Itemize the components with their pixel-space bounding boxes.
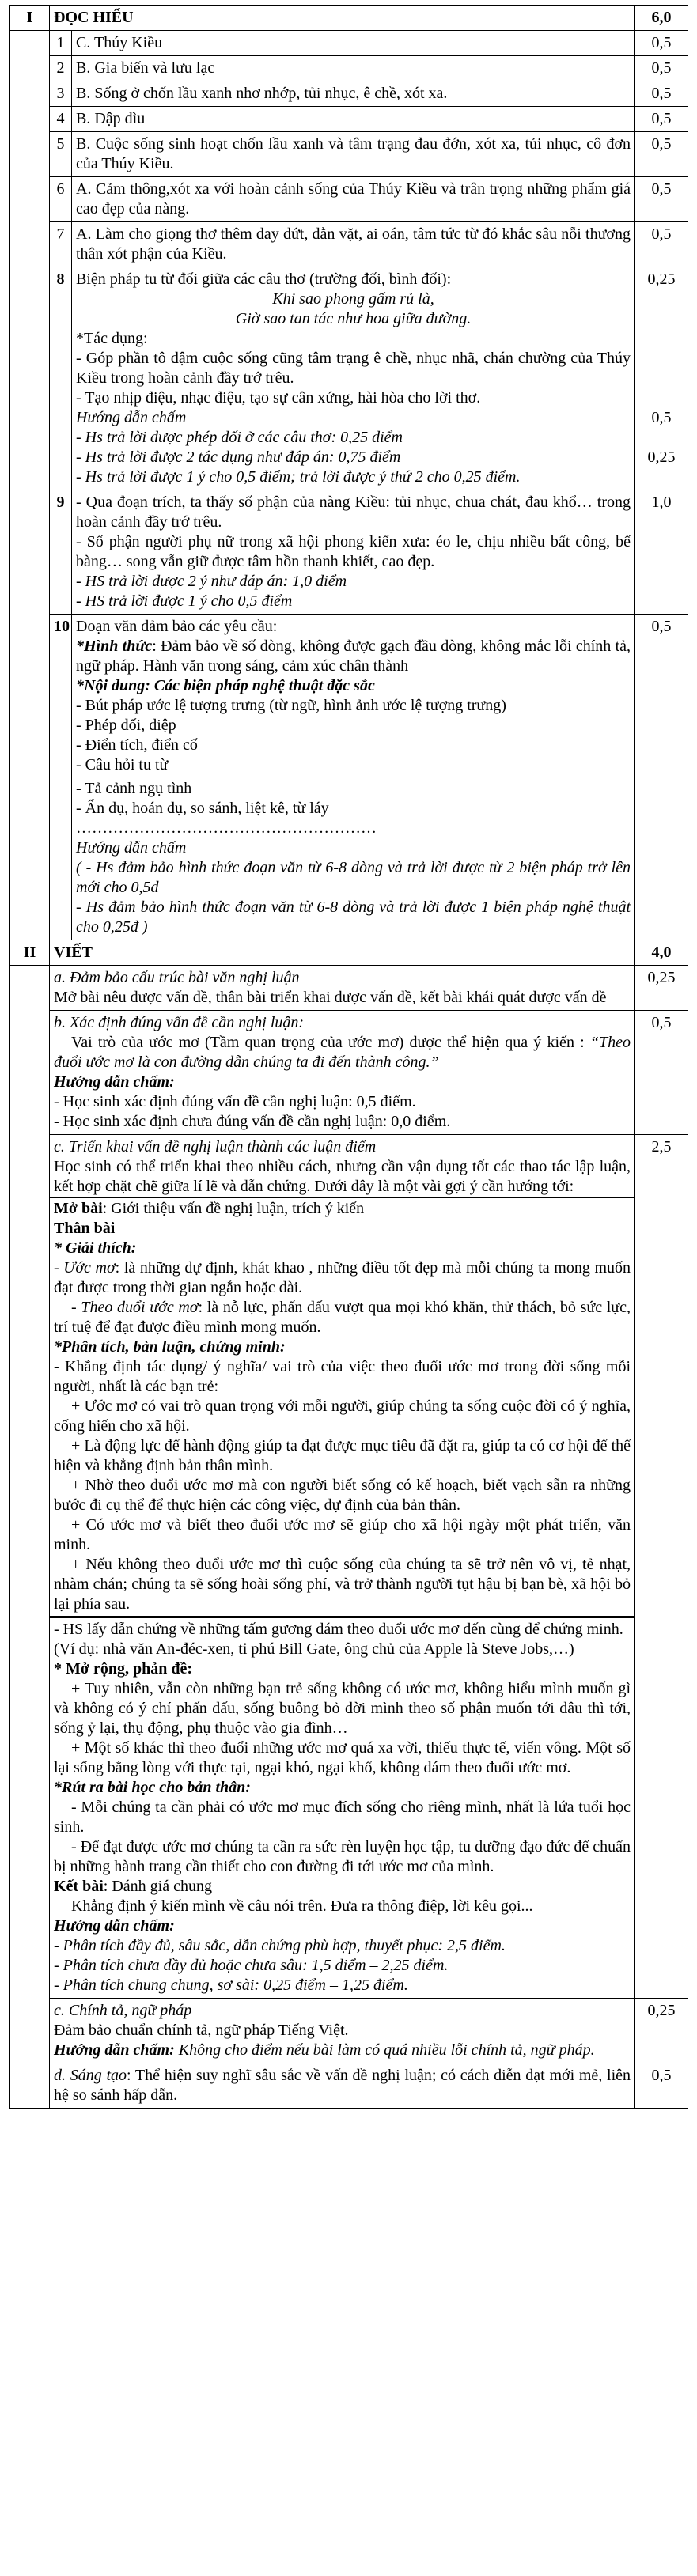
question-number: 5 [50, 132, 72, 177]
intro-text: : Giới thiệu vấn đề nghị luận, trích ý kiến [102, 1200, 365, 1217]
sub-heading: *Phân tích, bàn luận, chứng minh: [54, 1338, 286, 1356]
answer-line: - Góp phần tô đậm cuộc sống cũng tâm trạng ê chề, nhục nhã, chán chường của Thúy Kiều trong hoàn cảnh đầy trớ trêu. [76, 350, 631, 387]
criterion-score: 2,5 [635, 1135, 688, 1999]
essay-line: + Là động lực để hành động giúp ta đạt được mục tiêu đã đặt ra, giúp ta có cơ hội để thể hiện và khẳng định bản thân mình. [54, 1437, 631, 1474]
question-number: 6 [50, 177, 72, 222]
question-row [10, 490, 688, 615]
question-number: 1 [50, 31, 72, 56]
grading-line: - HS trả lời được 2 ý như đáp án: 1,0 điểm [76, 573, 347, 590]
essay-line: - Khẳng định tác dụng/ ý nghĩa/ vai trò của việc theo đuổi ước mơ trong đời sống mỗi người, nhất là các bạn trẻ: [54, 1358, 631, 1395]
question-number: 8 [50, 267, 72, 490]
grading-text: Không cho điểm nếu bài làm có quá nhiều lỗi chính tả, ngữ pháp. [178, 2041, 595, 2059]
essay-line: + Một số khác thì theo đuổi những ước mơ quá xa vời, thiếu thực tế, viển vông. Một số lại sống bằng lòng với thực tại, ngại khó, ngại khổ, không dám theo đuổi ước mơ. [54, 1739, 631, 1776]
grading-line: - Hs trả lời được phép đối ở các câu thơ: 0,25 điểm [76, 429, 403, 446]
form-heading: *Hình thức [76, 637, 153, 655]
grading-line: - Phân tích chung chung, sơ sài: 0,25 điểm – 1,25 điểm. [54, 1976, 408, 1994]
criterion-text [50, 1999, 635, 2063]
criterion-score: 0,25 [635, 966, 688, 1011]
sub-heading: *Rút ra bài học cho bản thân: [54, 1779, 251, 1796]
grading-heading: Hướng dẫn chấm: [54, 1073, 175, 1091]
grading-line: - Hs trả lời được 1 ý cho 0,5 điểm; trả lời được ý thứ 2 cho 0,25 điểm. [76, 468, 521, 486]
list-item: - Điển tích, điển cố [76, 736, 198, 754]
criterion-row [10, 1135, 688, 1999]
answer-text: B. Dập dìu [72, 107, 635, 132]
grading-heading: Hướng dẫn chấm [76, 409, 187, 426]
question-row [10, 615, 688, 940]
essay-line: - HS lấy dẫn chứng về những tấm gương đám theo đuổi ước mơ đến cùng để chứng minh. [54, 1621, 623, 1638]
grading-line: - HS trả lời được 1 ý cho 0,5 điểm [76, 592, 293, 610]
sub-heading: * Mở rộng, phản đề: [54, 1660, 192, 1678]
list-item: - Ẩn dụ, hoán dụ, so sánh, liệt kê, từ láy [76, 800, 329, 817]
sub-heading: * Giải thích: [54, 1239, 137, 1257]
question-number: 7 [50, 222, 72, 267]
question-row [10, 177, 688, 222]
answer-score: 0,5 [635, 177, 688, 222]
grading-heading: Hướng dẫn chấm: [54, 1917, 175, 1935]
grading-line [54, 2041, 631, 2060]
answer-text: C. Thúy Kiều [72, 31, 635, 56]
grading-heading: Hướng dẫn chấm [76, 839, 187, 857]
question-number: 9 [50, 490, 72, 615]
essay-line [54, 1258, 631, 1298]
essay-line: + Có ước mơ và biết theo đuổi ước mơ sẽ giúp cho xã hội ngày một phát triển, văn minh. [54, 1516, 631, 1553]
essay-line: (Ví dụ: nhà văn An-đéc-xen, tỉ phú Bill Gate, ông chủ của Apple là Steve Jobs,…) [54, 1640, 574, 1658]
score-value: 0,25 [647, 270, 676, 288]
quoted-verse: Khi sao phong gấm rủ là, [272, 290, 434, 308]
answer-line: - Số phận người phụ nữ trong xã hội phong kiến xưa: éo le, chịu nhiều bất công, bế bàng… song vẫn giữ được tâm hồn thanh khiết, cao đẹp. [76, 533, 631, 570]
conclusion-line [54, 1877, 631, 1897]
criterion-heading: b. Xác định đúng vấn đề cần nghị luận: [54, 1014, 305, 1031]
grading-line: - Học sinh xác định chưa đúng vấn đề cần nghị luận: 0,0 điểm. [54, 1113, 451, 1130]
criterion-heading: c. Triển khai vấn đề nghị luận thành các luận điểm [54, 1138, 377, 1156]
grading-label: Hướng dẫn chấm: [54, 2041, 179, 2059]
intro-line [54, 1199, 631, 1219]
answer-text [72, 267, 635, 490]
body-heading: Thân bài [54, 1220, 116, 1237]
criterion-heading: a. Đảm bảo cấu trúc bài văn nghị luận [54, 969, 300, 986]
intro-label: Mở bài [54, 1200, 103, 1217]
answer-line: Đoạn văn đảm bảo các yêu cầu: [76, 618, 278, 635]
criterion-text [50, 1011, 635, 1135]
quoted-verse: Giờ sao tan tác như hoa giữa đường. [235, 310, 472, 327]
section-title: ĐỌC HIỂU [50, 6, 635, 31]
question-row [10, 107, 688, 132]
quote: “Theo đuổi ước mơ là con đường dẫn chúng ta đi đến thành công.” [54, 1034, 631, 1071]
essay-line: + Tuy nhiên, vẫn còn những bạn trẻ sống không có ước mơ, không hiểu mình muốn gì và không có ý chí phấn đấu, sống buông bỏ đời mình theo số phận muốn tới đâu thì tới, sống ỷ lại, thụ động, phụ thuộc vào gia đình… [54, 1680, 631, 1737]
criterion-score: 0,5 [635, 2063, 688, 2109]
answer-text: B. Cuộc sống sinh hoạt chốn lầu xanh và tâm trạng đau đớn, xót xa, tủi nhục, cô đơn của Thúy Kiều. [72, 132, 635, 177]
question-row [10, 267, 688, 490]
answer-line: *Tác dụng: [76, 330, 148, 347]
criterion-line: Đảm bảo chuẩn chính tả, ngữ pháp Tiếng Việt. [54, 2022, 349, 2039]
form-text: : Đảm bảo về số dòng, không được gạch đầu dòng, không mắc lỗi chính tả, ngữ pháp. Hành văn trong sáng, cảm xúc chân thành [76, 637, 631, 675]
score-value: 0,5 [651, 409, 672, 426]
answer-score: 0,5 [635, 222, 688, 267]
section-spacer [10, 966, 50, 2109]
list-item: - Tả cảnh ngụ tình [76, 780, 192, 797]
answer-score: 0,5 [635, 132, 688, 177]
definition: : là những dự định, khát khao , những điều tốt đẹp mà mỗi chúng ta mong muốn đạt được trong thời gian ngắn hoặc dài. [54, 1259, 631, 1296]
section-spacer [10, 31, 50, 940]
list-item: - Bút pháp ước lệ tượng trưng (từ ngữ, hình ảnh ước lệ tượng trưng) [76, 697, 506, 714]
list-item: - Phép đối, điệp [76, 717, 176, 734]
essay-line: + Nếu không theo đuổi ước mơ thì cuộc sống của chúng ta sẽ trở nên vô vị, tẻ nhạt, nhàm chán; chúng ta sẽ sống hoài sống phí, và trở thành người tụt hậu bị bạn bè, xã hội bỏ lại phía sau. [54, 1556, 631, 1613]
answer-line: - Tạo nhịp điệu, nhạc điệu, tạo sự cân xứng, hài hòa cho lời thơ. [76, 389, 481, 407]
conclusion-label: Kết bài [54, 1878, 104, 1895]
answer-line: - Qua đoạn trích, ta thấy số phận của nàng Kiều: tủi nhục, chua chát, đau khổ… trong hoàn cảnh đầy trớ trêu. [76, 494, 631, 531]
answer-score: 1,0 [635, 490, 688, 615]
question-number: 3 [50, 81, 72, 107]
essay-line [54, 1298, 631, 1337]
section-number: II [10, 940, 50, 966]
grading-line: - Phân tích đầy đủ, sâu sắc, dẫn chứng phù hợp, thuyết phục: 2,5 điểm. [54, 1937, 506, 1954]
answer-text: A. Làm cho giọng thơ thêm day dứt, dằn vặt, ai oán, tâm tức từ đó khắc sâu nỗi thương thân xót phận của Kiều. [72, 222, 635, 267]
answer-line [76, 637, 631, 676]
criterion-line [54, 2066, 631, 2105]
essay-line: + Nhờ theo đuổi ước mơ mà con người biết sống có kế hoạch, biết vạch sẵn ra những bước đi cụ thể để thực hiện các công việc, dự định của bản thân. [54, 1477, 631, 1514]
criterion-row [10, 1011, 688, 1135]
criterion-score: 0,5 [635, 1011, 688, 1135]
criterion-row [10, 1999, 688, 2063]
answer-text: A. Cảm thông,xót xa với hoàn cảnh sống của Thúy Kiều và trân trọng những phẩm giá cao đẹp của nàng. [72, 177, 635, 222]
answer-score: 0,5 [635, 81, 688, 107]
criterion-row [10, 2063, 688, 2109]
definition: : là nỗ lực, phấn đấu vượt qua mọi khó khăn, thử thách, bỏ sức lực, trí tuệ để đạt được điều mình mong muốn. [54, 1299, 631, 1336]
answer-score: 0,5 [635, 31, 688, 56]
essay-line: - Để đạt được ước mơ chúng ta cần ra sức rèn luyện học tập, tu dưỡng đạo đức để chuẩn bị những hành trang cần thiết cho con đường đi tới ước mơ của mình. [54, 1838, 631, 1875]
criterion-line: Học sinh có thể triển khai theo nhiều cách, nhưng cần vận dụng tốt các thao tác lập luận, kết hợp chặt chẽ giữa lí lẽ và dẫn chứng. Dưới đây là một vài gợi ý cần hướng tới: [54, 1158, 631, 1195]
answer-key-table [9, 5, 688, 2109]
section-row-writing [10, 940, 688, 966]
answer-score: 0,5 [635, 615, 688, 940]
criterion-score: 0,25 [635, 1999, 688, 2063]
content-heading: *Nội dung: Các biện pháp nghệ thuật đặc sắc [76, 677, 375, 694]
question-number: 10 [50, 615, 72, 940]
term: - Ước mơ [54, 1259, 116, 1277]
section-number: I [10, 6, 50, 31]
grading-line: ( - Hs đảm bảo hình thức đoạn văn từ 6-8 dòng và trả lời được từ 2 biện pháp trở lên mới cho 0,5đ [76, 859, 631, 896]
criterion-text [50, 2063, 635, 2109]
essay-line: Khẳng định ý kiến mình về câu nói trên. Đưa ra thông điệp, lời kêu gọi... [71, 1897, 533, 1915]
conclusion-text: : Đánh giá chung [103, 1878, 212, 1895]
question-row [10, 56, 688, 81]
term: - Theo đuổi ước mơ [71, 1299, 199, 1316]
criterion-text [50, 966, 635, 1011]
criterion-line [54, 1033, 631, 1072]
essay-line: - Mỗi chúng ta cần phải có ước mơ mục đích sống cho riêng mình, nhất là lứa tuổi học sinh. [54, 1799, 631, 1836]
essay-line: + Ước mơ có vai trò quan trọng với mỗi người, giúp chúng ta sống cuộc đời có ý nghĩa, cống hiến cho xã hội. [54, 1398, 631, 1435]
score-value: 0,25 [647, 448, 676, 466]
criterion-heading: c. Chính tả, ngữ pháp [54, 2002, 192, 2019]
answer-score: 0,5 [635, 107, 688, 132]
criterion-heading: d. Sáng tạo [54, 2067, 127, 2084]
section-title: VIẾT [50, 940, 635, 966]
answer-text [72, 490, 635, 615]
answer-text: B. Sống ở chốn lầu xanh nhơ nhớp, tủi nhục, ê chề, xót xa. [72, 81, 635, 107]
criterion-row [10, 966, 688, 1011]
section-score: 6,0 [635, 6, 688, 31]
criterion-line: Mở bài nêu được vấn đề, thân bài triển khai được vấn đề, kết bài khái quát được vấn đề [54, 989, 607, 1006]
grading-line: - Học sinh xác định đúng vấn đề cần nghị luận: 0,5 điểm. [54, 1093, 416, 1110]
question-number: 4 [50, 107, 72, 132]
grading-line: - Hs đảm bảo hình thức đoạn văn từ 6-8 dòng và trả lời được 1 biện pháp nghệ thuật cho 0,25đ ) [76, 898, 631, 936]
criterion-text [50, 1135, 635, 1999]
question-row [10, 222, 688, 267]
question-row [10, 81, 688, 107]
question-row [10, 31, 688, 56]
list-item: - Câu hỏi tu từ [76, 756, 169, 774]
grading-line: - Hs trả lời được 2 tác dụng như đáp án: 0,75 điểm [76, 448, 401, 466]
answer-score: 0,5 [635, 56, 688, 81]
question-number: 2 [50, 56, 72, 81]
section-row-reading [10, 6, 688, 31]
answer-line: Biện pháp tu từ đối giữa các câu thơ (trường đối, bình đối): [76, 270, 452, 288]
answer-text [72, 615, 635, 940]
section-score: 4,0 [635, 940, 688, 966]
answer-score [635, 267, 688, 490]
grading-line: - Phân tích chưa đầy đủ hoặc chưa sâu: 1,5 điểm – 2,25 điểm. [54, 1957, 449, 1974]
answer-text: B. Gia biến và lưu lạc [72, 56, 635, 81]
criterion-prompt: Vai trò của ước mơ (Tầm quan trọng của ước mơ) được thể hiện qua ý kiến : [71, 1034, 590, 1051]
criterion-body: : Thể hiện suy nghĩ sâu sắc về vấn đề nghị luận; có cách diễn đạt mới mẻ, liên hệ so sánh hấp dẫn. [54, 2067, 631, 2104]
ellipsis-line: ………………………………………………… [76, 819, 377, 837]
question-row [10, 132, 688, 177]
